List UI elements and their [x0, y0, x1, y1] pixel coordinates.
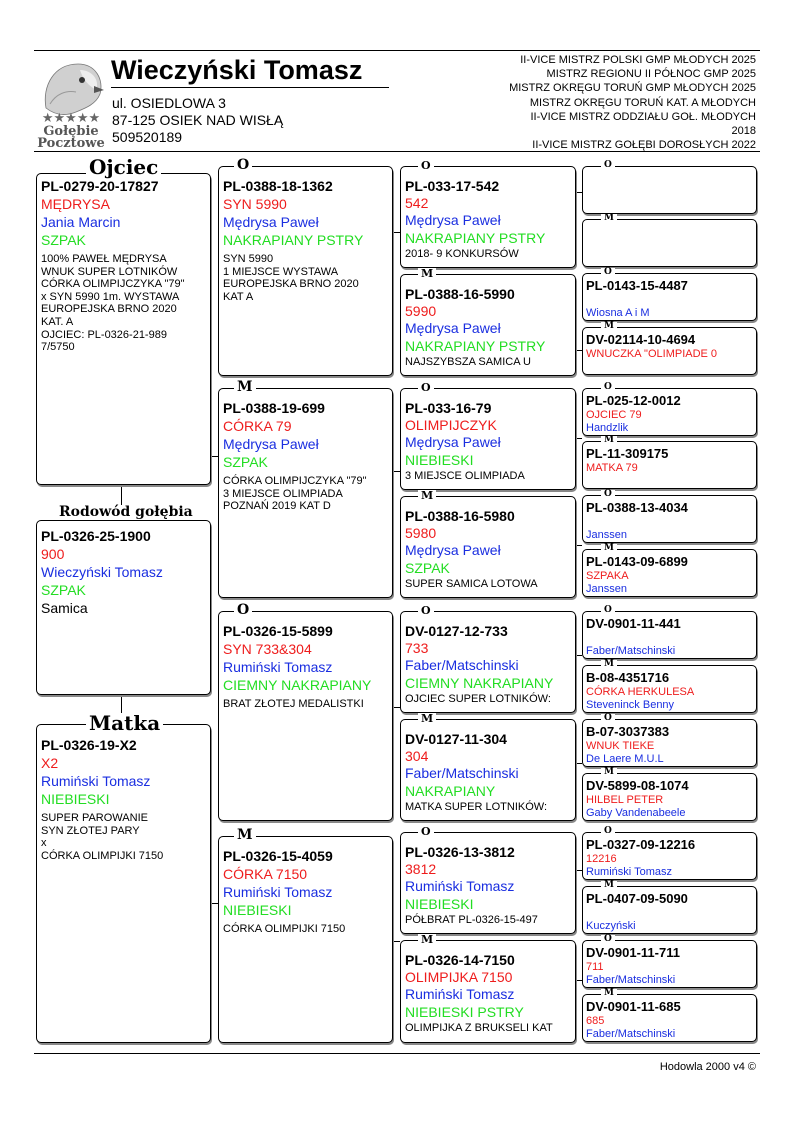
gen2-notes: SYN 5990 1 MIEJSCE WYSTAWA EUROPEJSKA BRNO 2020 KAT A	[223, 253, 359, 303]
achievement-line: MISTRZ REGIONU II PÓŁNOC GMP 2025	[546, 68, 756, 81]
gen4-sex-title: O	[601, 490, 615, 499]
connector-g3-4	[576, 545, 582, 546]
gen4-ring	[586, 171, 754, 187]
gen4-owner: Janssen	[586, 529, 627, 541]
gen3-card[interactable]	[400, 940, 576, 1043]
mother-card[interactable]	[36, 724, 211, 1043]
gen4-ring: PL-0143-09-6899	[586, 554, 688, 569]
gen4-card[interactable]	[582, 219, 757, 267]
gen4-ring: B-08-4351716	[586, 670, 670, 685]
gen4-card[interactable]	[582, 886, 757, 934]
mother-name: X2	[41, 755, 59, 771]
owner-city: 87-125 OSIEK NAD WISŁĄ	[112, 112, 284, 128]
gen4-owner: Janssen	[586, 583, 627, 595]
gen3-card[interactable]	[400, 496, 576, 598]
gen3-color: NAKRAPIANY PSTRY	[405, 230, 546, 246]
gen3-color: NIEBIESKI	[405, 896, 474, 912]
father-owner: Jania Marcin	[41, 214, 121, 230]
gen3-name: 304	[405, 748, 429, 764]
logo-text-2: Pocztowe	[37, 136, 105, 148]
gen3-card[interactable]	[400, 274, 576, 376]
gen4-sex-title: O	[601, 161, 615, 170]
gen4-sex-title: O	[601, 383, 615, 392]
gen3-name: OLIMPIJKA 7150	[405, 969, 513, 985]
gen3-owner: Rumiński Tomasz	[405, 878, 515, 894]
gen4-owner: De Laere M.U.L	[586, 753, 664, 765]
gen4-owner: Steveninck Benny	[586, 699, 675, 711]
gen4-ring: DV-0901-11-711	[586, 945, 680, 960]
gen4-card[interactable]	[582, 495, 757, 543]
gen2-sex-title: O	[234, 158, 252, 172]
gen4-name	[586, 516, 754, 529]
gen3-notes: OJCIEC SUPER LOTNIKÓW:	[405, 693, 551, 705]
gen4-card[interactable]	[582, 665, 757, 713]
gen3-card[interactable]	[400, 388, 576, 490]
gen4-name: 711	[586, 961, 604, 973]
gen2-ring: PL-0326-15-4059	[223, 848, 333, 864]
subject-sex: Samica	[41, 600, 88, 616]
gen4-ring: DV-02114-10-4694	[586, 332, 696, 347]
gen4-sex-title: O	[601, 606, 615, 615]
gen4-ring: PL-025-12-0012	[586, 393, 681, 408]
subject-name: 900	[41, 546, 65, 562]
mother-color: NIEBIESKI	[41, 791, 110, 807]
gen4-card[interactable]	[582, 327, 757, 375]
gen4-sex-title: O	[601, 268, 615, 277]
connector-g3-6	[576, 763, 582, 764]
gen3-sex-title: O	[418, 826, 434, 837]
gen3-name: 733	[405, 640, 429, 656]
gen3-color: NAKRAPIANY	[405, 783, 496, 799]
achievement-line: II-VICE MISTRZ GOŁĘBI DOROSŁYCH 2022	[532, 139, 756, 152]
gen2-color: NAKRAPIANY PSTRY	[223, 232, 364, 248]
gen3-card[interactable]	[400, 719, 576, 821]
gen3-notes: 3 MIEJSCE OLIMPIADA	[405, 470, 525, 482]
gen4-owner: Wiosna A i M	[586, 307, 650, 319]
gen3-owner: Mędrysa Paweł	[405, 542, 501, 558]
gen4-sex-title: M	[601, 768, 617, 777]
gen4-name: 685	[586, 1015, 605, 1027]
gen2-card[interactable]	[218, 836, 393, 1043]
gen4-owner: Faber/Matschinski	[586, 974, 676, 986]
gen4-owner: Rumiński Tomasz	[586, 866, 672, 878]
achievement-line: II-VICE MISTRZ POLSKI GMP MŁODYCH 2025	[520, 54, 756, 66]
gen3-sex-title: O	[418, 382, 434, 393]
gen3-name: 5980	[405, 525, 437, 541]
gen2-owner: Rumiński Tomasz	[223, 884, 333, 900]
gen4-name: 12216	[586, 853, 617, 865]
father-title: Ojciec	[86, 157, 161, 177]
gen3-color: NIEBIESKI	[405, 452, 474, 468]
gen4-card[interactable]	[582, 611, 757, 659]
gen3-owner: Faber/Matschinski	[405, 765, 519, 781]
gen2-name: SYN 5990	[223, 196, 287, 212]
logo-text-1: Gołębie	[43, 124, 99, 139]
gen2-notes: CÓRKA OLIMPIJKI 7150	[223, 923, 346, 935]
gen3-sex-title: M	[418, 490, 436, 501]
father-ring: PL-0279-20-17827	[41, 178, 159, 194]
gen4-ring: PL-0327-09-12216	[586, 837, 696, 852]
gen4-name	[586, 907, 754, 920]
connector-g3-5	[576, 655, 582, 656]
father-card[interactable]	[36, 173, 211, 485]
gen4-card[interactable]	[582, 832, 757, 880]
gen4-card[interactable]	[582, 940, 757, 988]
gen2-name: CÓRKA 7150	[223, 866, 308, 882]
gen3-name: 542	[405, 195, 429, 211]
gen4-name: CÓRKA HERKULESA	[586, 686, 695, 698]
gen4-name	[586, 187, 754, 200]
achievement-line: 2018	[731, 125, 756, 138]
gen3-card[interactable]	[400, 166, 576, 268]
gen3-notes: PÓŁBRAT PL-0326-15-497	[405, 914, 538, 926]
gen3-ring: PL-0326-14-7150	[405, 952, 515, 968]
gen4-card[interactable]	[582, 719, 757, 767]
connector-g2-4	[393, 941, 400, 942]
footer-text: Hodowla 2000 v4 ©	[659, 1061, 756, 1073]
owner-underline	[111, 87, 389, 88]
gen4-ring: PL-0407-09-5090	[586, 891, 688, 906]
achievement-line: MISTRZ OKRĘGU TORUŃ KAT. A MŁODYCH	[529, 96, 756, 109]
connector-g2-1	[393, 232, 400, 233]
gen4-sex-title: M	[601, 436, 617, 445]
gen2-color: NIEBIESKI	[223, 902, 292, 918]
gen3-owner: Mędrysa Paweł	[405, 212, 501, 228]
gen4-owner: Faber/Matschinski	[586, 1028, 676, 1040]
gen3-notes: OLIMPIJKA Z BRUKSELI KAT	[405, 1022, 553, 1034]
gen3-color: NAKRAPIANY PSTRY	[405, 338, 546, 354]
father-name: MĘDRYSA	[41, 196, 110, 212]
gen2-owner: Mędrysa Paweł	[223, 214, 319, 230]
owner-street: ul. OSIEDLOWA 3	[112, 95, 226, 111]
pedigree-title: Rodowód gołębia	[56, 505, 196, 519]
gen3-color: NIEBIESKI PSTRY	[405, 1004, 524, 1020]
gen4-sex-title: M	[601, 989, 617, 998]
gen3-owner: Rumiński Tomasz	[405, 986, 515, 1002]
gen2-color: SZPAK	[223, 454, 268, 470]
gen3-name: 5990	[405, 303, 437, 319]
gen4-card[interactable]	[582, 273, 757, 321]
gen3-color: CIEMNY NAKRAPIANY	[405, 675, 554, 691]
gen2-name: CÓRKA 79	[223, 418, 292, 434]
gen3-sex-title: M	[418, 713, 436, 724]
gen4-sex-title: M	[601, 881, 617, 890]
mother-ring: PL-0326-19-X2	[41, 737, 137, 753]
mother-notes: SUPER PAROWANIE SYN ZŁOTEJ PARY x CÓRKA OLIMPIJKI 7150	[41, 812, 164, 862]
gen3-sex-title: M	[418, 934, 436, 945]
gen3-ring: PL-0388-16-5980	[405, 508, 515, 524]
gen3-sex-title: O	[418, 605, 434, 616]
gen2-sex-title: O	[234, 603, 252, 617]
subject-card[interactable]	[36, 520, 211, 695]
gen4-owner: Gaby Vandenabeele	[586, 807, 686, 819]
gen4-name: HILBEL PETER	[586, 794, 664, 806]
gen3-owner: Mędrysa Paweł	[405, 434, 501, 450]
achievement-line: MISTRZ OKRĘGU TORUŃ GMP MŁODYCH 2025	[509, 82, 756, 95]
owner-name: Wieczyński Tomasz	[111, 55, 363, 85]
gen4-name	[586, 632, 754, 645]
gen4-ring: PL-0388-13-4034	[586, 500, 688, 515]
gen2-name: SYN 733&304	[223, 641, 312, 657]
gen4-sex-title: M	[601, 322, 617, 331]
gen2-owner: Rumiński Tomasz	[223, 659, 333, 675]
gen3-ring: DV-0127-12-733	[405, 623, 508, 639]
mother-title: Matka	[86, 713, 163, 733]
gen3-color: SZPAK	[405, 560, 450, 576]
gen4-sex-title: O	[601, 714, 615, 723]
gen2-ring: PL-0388-19-699	[223, 400, 325, 416]
gen4-card[interactable]	[582, 549, 757, 597]
subject-color: SZPAK	[41, 582, 86, 598]
gen4-card[interactable]	[582, 441, 757, 489]
gen3-ring: DV-0127-11-304	[405, 731, 507, 747]
gen4-name: MATKA 79	[586, 462, 638, 474]
gen4-ring	[586, 224, 754, 240]
gen4-card[interactable]	[582, 773, 757, 821]
gen2-notes: BRAT ZŁOTEJ MEDALISTKI	[223, 698, 364, 710]
gen4-name: OJCIEC 79	[586, 409, 642, 421]
gen3-notes: MATKA SUPER LOTNIKÓW:	[405, 801, 548, 813]
connector-g2-2	[393, 471, 400, 472]
father-notes: 100% PAWEŁ MĘDRYSA WNUK SUPER LOTNIKÓW CÓRKA OLIMPIJCZYKA "79" x SYN 5990 1m. WYSTAWA EUROPEJSKA BRNO 2020 KAT. A OJCIEC: PL-0326-21-989 7/5750	[41, 253, 185, 354]
gen4-card[interactable]	[582, 166, 757, 214]
subject-ring: PL-0326-25-1900	[41, 528, 151, 544]
gen4-name: WNUK TIEKE	[586, 740, 655, 752]
gen3-sex-title: O	[418, 160, 434, 171]
gen3-ring: PL-0326-13-3812	[405, 844, 515, 860]
gen3-notes: SUPER SAMICA LOTOWA	[405, 578, 538, 590]
gen4-sex-title: M	[601, 660, 617, 669]
gen4-owner: Kuczyński	[586, 920, 636, 932]
connector-g3-3	[576, 438, 582, 439]
gen2-card[interactable]	[218, 388, 393, 598]
svg-text:★★★★★: ★★★★★	[41, 111, 101, 126]
gen3-notes: 2018- 9 KONKURSÓW	[405, 248, 519, 260]
gen3-name: OLIMPIJCZYK	[405, 417, 497, 433]
mother-owner: Rumiński Tomasz	[41, 773, 151, 789]
subject-owner: Wieczyński Tomasz	[41, 564, 163, 580]
gen4-sex-title: M	[601, 214, 617, 223]
footer-rule	[34, 1053, 760, 1054]
gen2-card[interactable]	[218, 611, 393, 821]
gen2-sex-title: M	[234, 828, 256, 842]
gen3-owner: Mędrysa Paweł	[405, 320, 501, 336]
gen4-ring: DV-0901-11-685	[586, 999, 681, 1014]
gen3-ring: PL-033-16-79	[405, 400, 492, 416]
pigeon-logo-icon	[36, 56, 106, 148]
connector-f-gen2	[211, 456, 218, 457]
achievements-list	[509, 53, 756, 152]
gen4-ring: PL-11-309175	[586, 446, 669, 461]
gen4-sex-title: O	[601, 827, 615, 836]
gen4-card[interactable]	[582, 994, 757, 1042]
owner-phone: 509520189	[112, 129, 183, 145]
gen4-ring: DV-5899-08-1074	[586, 778, 689, 793]
header-bottom-rule	[34, 151, 760, 152]
gen3-ring: PL-0388-16-5990	[405, 286, 515, 302]
gen4-ring: B-07-3037383	[586, 724, 670, 739]
gen3-owner: Faber/Matschinski	[405, 657, 519, 673]
gen2-owner: Mędrysa Paweł	[223, 436, 319, 452]
connector-g2-3	[393, 707, 400, 708]
gen4-ring: DV-0901-11-441	[586, 616, 681, 631]
gen4-sex-title: O	[601, 935, 615, 944]
gen3-name: 3812	[405, 861, 437, 877]
gen4-name: SZPAKA	[586, 570, 629, 582]
father-color: SZPAK	[41, 232, 86, 248]
connector-m-gen2	[211, 903, 218, 904]
header-top-rule	[34, 50, 760, 51]
gen3-card[interactable]	[400, 832, 576, 934]
gen4-name: WNUCZKA "OLIMPIADE 0	[586, 348, 718, 360]
gen2-notes: CÓRKA OLIMPIJCZYKA "79" 3 MIEJSCE OLIMPIADA POZNAŃ 2019 KAT D	[223, 475, 367, 513]
gen2-card[interactable]	[218, 166, 393, 376]
gen3-sex-title: M	[418, 268, 436, 279]
gen3-card[interactable]	[400, 611, 576, 713]
gen3-ring: PL-033-17-542	[405, 178, 500, 194]
gen4-sex-title: M	[601, 544, 617, 553]
gen4-owner: Handzlik	[586, 422, 629, 434]
gen2-sex-title: M	[234, 380, 256, 394]
gen4-card[interactable]	[582, 388, 757, 436]
achievement-line: II-VICE MISTRZ ODDZIAŁU GOŁ. MŁODYCH	[530, 110, 756, 123]
gen3-notes: NAJSZYBSZA SAMICA U	[405, 356, 531, 368]
gen2-ring: PL-0326-15-5899	[223, 623, 333, 639]
gen2-color: CIEMNY NAKRAPIANY	[223, 677, 372, 693]
gen4-name	[586, 240, 754, 253]
gen4-owner: Faber/Matschinski	[586, 645, 676, 657]
owner-contact	[112, 95, 283, 146]
gen2-ring: PL-0388-18-1362	[223, 178, 333, 194]
gen4-name	[586, 294, 754, 307]
gen4-ring: PL-0143-15-4487	[586, 278, 688, 293]
